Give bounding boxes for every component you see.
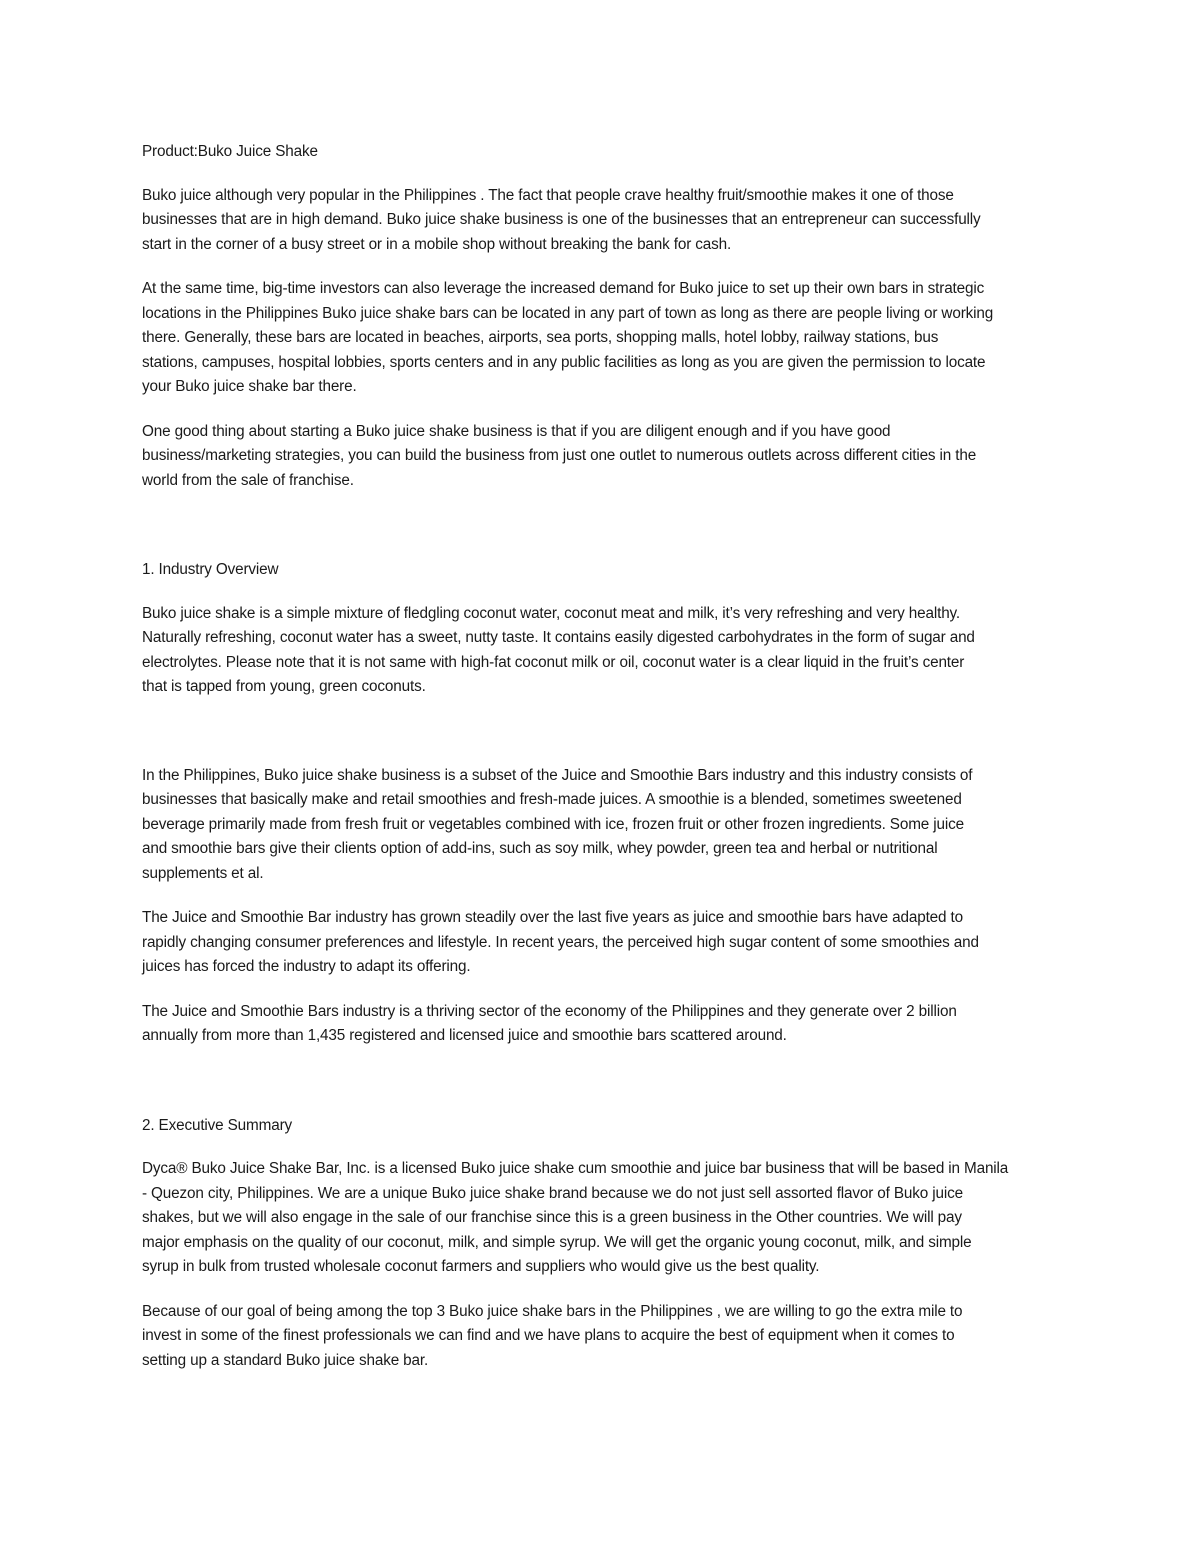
section-heading-executive-summary: 2. Executive Summary [142, 1116, 293, 1134]
section-heading-industry-overview: 1. Industry Overview [142, 561, 279, 578]
industry-paragraph-1: Buko juice shake is a simple mixture of fledgling coconut water, coconut meat and milk, it’s very refreshing and very healthy. Naturally refreshing, coconut water has a sweet, nutty taste. It contains easily digested carbohydrates in the form of sugar and electrolytes. Please note that it is not same with high-fat coconut milk or oil, coconut water is a clear liquid in the fruit’s center that is tapped from young, green coconuts. [142, 604, 975, 695]
document-title: Product:Buko Juice Shake [142, 143, 318, 160]
document-body [142, 140, 1062, 1393]
summary-paragraph-2: Because of our goal of being among the top 3 Buko juice shake bars in the Philippines , we are willing to go the extra mile to invest in some of the finest professionals we can find and we have plans to acquire the best of equipment when it comes to setting up a standard Buko juice shake bar. [142, 1302, 963, 1369]
intro-paragraph-3: One good thing about starting a Buko juice shake business is that if you are diligent enough and if you have good business/marketing strategies, you can build the business from just one outlet to numerous outlets across different cities in the world from the sale of franchise. [142, 422, 977, 489]
intro-paragraph-2: At the same time, big-time investors can also leverage the increased demand for Buko juice to set up their own bars in strategic locations in the Philippines Buko juice shake bars can be located in any part of town as long as there are people living or working there. Generally, these bars are located in beaches, airports, sea ports, shopping malls, hotel lobby, railway stations, bus stations, campuses, hospital lobbies, sports centers and in any public facilities as long as you are given the permission to locate your Buko juice shake bar there. [142, 280, 994, 395]
summary-paragraph-1: Dyca® Buko Juice Shake Bar, Inc. is a licensed Buko juice shake cum smoothie and juice bar business that will be based in Manila - Quezon city, Philippines. We are a unique Buko juice shake brand because we do not just sell assorted flavor of Buko juice shakes, but we will also engage in the sale of our franchise since this is a green business in the Other countries. We will pay major emphasis on the quality of our coconut, milk, and simple syrup. We will get the organic young coconut, milk, and simple syrup in bulk from trusted wholesale coconut farmers and suppliers who would give us the best quality. [142, 1160, 1009, 1275]
industry-paragraph-2: In the Philippines, Buko juice shake business is a subset of the Juice and Smoothie Bars industry and this industry consists of businesses that basically make and retail smoothies and fresh-made juices. A smoothie is a blended, sometimes sweetened beverage primarily made from fresh fruit or vegetables combined with ice, frozen fruit or other frozen ingredients. Some juice and smoothie bars give their clients option of add-ins, such as soy milk, whey powder, green tea and herbal or nutritional supplements et al. [142, 766, 973, 882]
industry-paragraph-4: The Juice and Smoothie Bars industry is a thriving sector of the economy of the Philippines and they generate over 2 billion annually from more than 1,435 registered and licensed juice and smoothie bars scattered around. [142, 1002, 957, 1044]
industry-paragraph-3: The Juice and Smoothie Bar industry has grown steadily over the last five years as juice and smoothie bars have adapted to rapidly changing consumer preferences and lifestyle. In recent years, the perceived high sugar content of some smoothies and juices has forced the industry to adapt its offering. [142, 909, 979, 975]
intro-paragraph-1: Buko juice although very popular in the Philippines . The fact that people crave healthy fruit/smoothie makes it one of those businesses that are in high demand. Buko juice shake business is one of the businesses that an entrepreneur can successfully start in the corner of a busy street or in a mobile shop without breaking the bank for cash. [142, 186, 981, 253]
